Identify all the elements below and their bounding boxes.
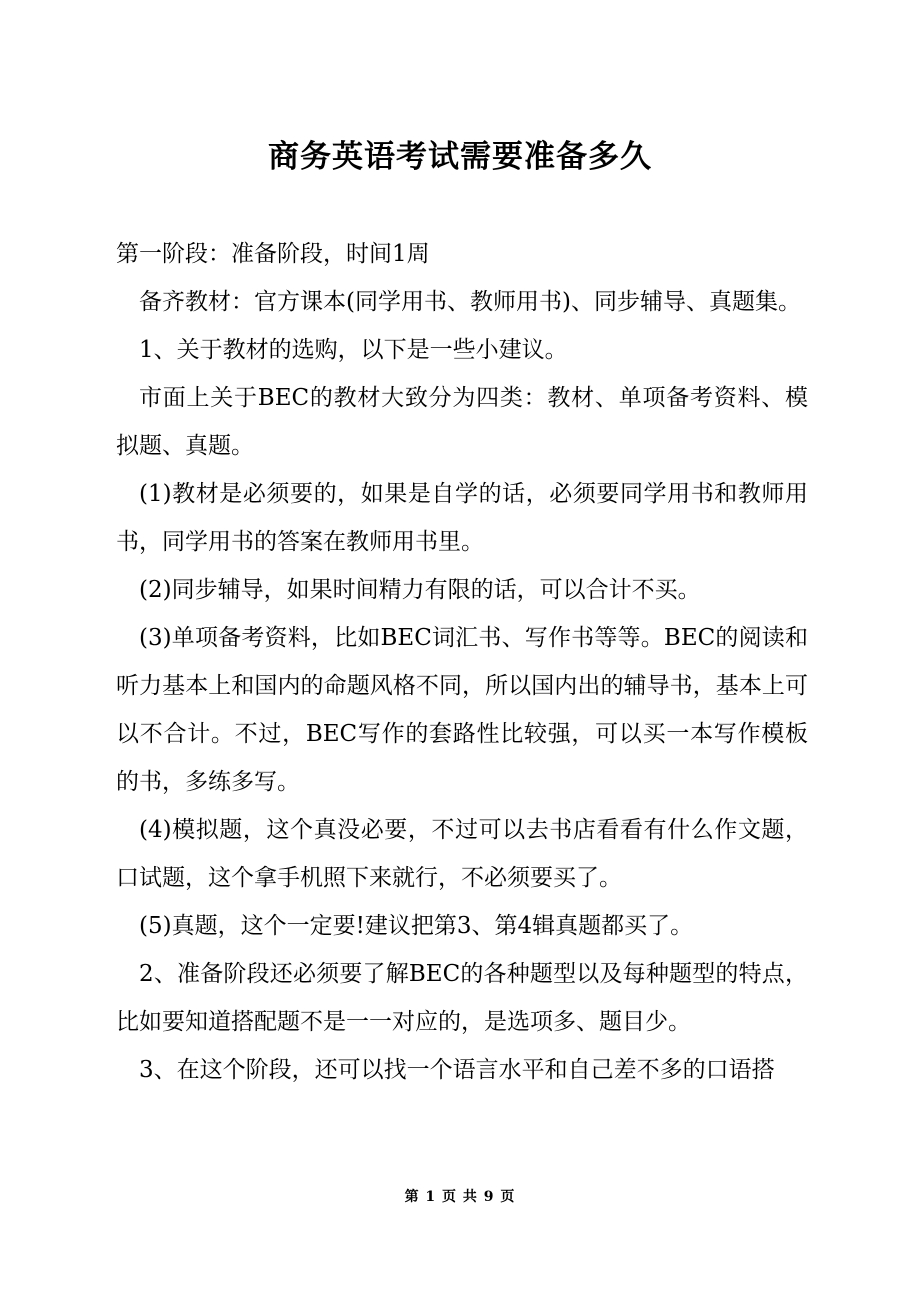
document-body xyxy=(116,230,808,1094)
paragraph-market-books: 市面上关于BEC的教材大致分为四类：教材、单项备考资料、模拟题、真题。 xyxy=(116,385,808,459)
document-title: 商务英语考试需要准备多久 xyxy=(268,139,652,175)
paragraph-subitem-1: (1)教材是必须要的，如果是自学的话，必须要同学用书和教师用书，同学用书的答案在教师用书里。 xyxy=(116,481,808,555)
paragraph-item-1: 1、关于教材的选购，以下是一些小建议。 xyxy=(139,337,568,363)
paragraph-subitem-4: (4)模拟题，这个真没必要，不过可以去书店看看有什么作文题，口试题，这个拿手机照下来就行，不必须要买了。 xyxy=(116,817,808,891)
paragraph-subitem-3: (3)单项备考资料，比如BEC词汇书、写作书等等。BEC的阅读和听力基本上和国内的命题风格不同，所以国内出的辅导书，基本上可以不合计。不过，BEC写作的套路性比较强，可以买一本写作模板的书，多练多写。 xyxy=(116,625,808,795)
paragraph-subitem-5: (5)真题，这个一定要!建议把第3、第4辑真题都买了。 xyxy=(139,913,694,939)
paragraph-subitem-2: (2)同步辅导，如果时间精力有限的话，可以合计不买。 xyxy=(139,577,701,603)
page-number-footer: 第 1 页 共 9 页 xyxy=(404,1189,516,1205)
paragraph-item-2: 2、准备阶段还必须要了解BEC的各种题型以及每种题型的特点，比如要知道搭配题不是一一对应的，是选项多、题目少。 xyxy=(116,961,808,1035)
paragraph-item-3: 3、在这个阶段，还可以找一个语言水平和自己差不多的口语搭 xyxy=(139,1057,775,1083)
paragraph-stage-heading: 第一阶段：准备阶段，时间1周 xyxy=(116,241,430,267)
paragraph-materials: 备齐教材：官方课本(同学用书、教师用书)、同步辅导、真题集。 xyxy=(139,289,801,315)
